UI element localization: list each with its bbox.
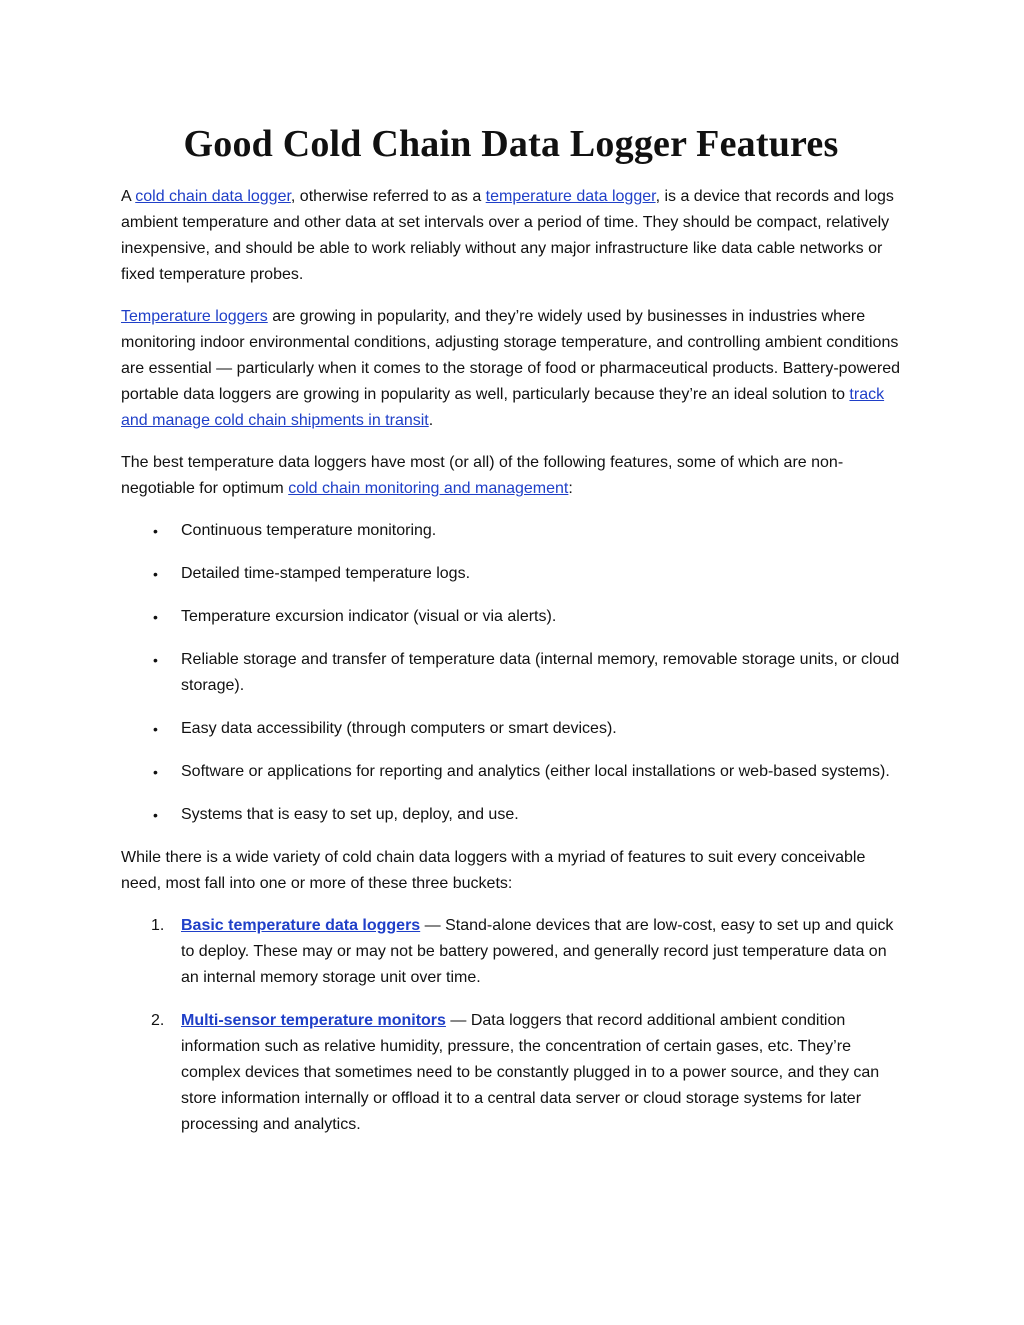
features-intro-text-2: : xyxy=(568,480,573,497)
bucket-item-multi-sensor xyxy=(121,1008,901,1138)
intro-paragraph xyxy=(121,184,901,288)
buckets-intro-paragraph: While there is a wide variety of cold chain data loggers with a myriad of features to suit every conceivable need, most fall into one or more of these three buckets: xyxy=(121,849,866,892)
document-page xyxy=(121,118,901,1155)
intro-text-3: , is a device that records and logs ambient temperature and other data at set intervals over a period of time. They should be compact, relatively inexpensive, and should be able to work reliably without any major infrastructure like data cable networks or fixed temperature probes. xyxy=(121,188,894,283)
list-item-text: Easy data accessibility (through computers or smart devices). xyxy=(181,720,617,737)
bucket-description: — Stand-alone devices that are low-cost, easy to set up and quick to deploy. These may or may not be battery powered, and generally record just temperature data on an internal memory storage unit over time. xyxy=(181,917,894,986)
list-item xyxy=(121,802,901,828)
list-item xyxy=(121,759,901,785)
popularity-paragraph xyxy=(121,304,901,434)
list-number: 1. xyxy=(151,917,165,934)
temperature-loggers-link[interactable]: Temperature loggers xyxy=(121,308,268,325)
list-item-text: Software or applications for reporting and analytics (either local installations or web-based systems). xyxy=(181,763,890,780)
bullet-icon: • xyxy=(153,609,158,625)
track-shipments-link[interactable]: track and manage cold chain shipments in transit xyxy=(121,386,885,429)
list-item xyxy=(121,518,901,544)
features-intro-paragraph xyxy=(121,450,901,502)
temperature-data-logger-link[interactable]: temperature data logger xyxy=(485,188,656,205)
popularity-text-1: are growing in popularity, and they’re widely used by businesses in industries where monitoring indoor environmental conditions, adjusting storage temperature, and controlling ambient conditions are essential — particularly when it comes to the storage of food or pharmaceutical products. Battery-powered portable data loggers are growing in popularity as well, particularly because they’re an ideal solution to xyxy=(121,308,901,403)
list-item xyxy=(121,561,901,587)
list-item xyxy=(121,716,901,742)
features-list xyxy=(121,518,901,828)
list-item xyxy=(121,604,901,630)
list-number: 2. xyxy=(151,1012,165,1029)
list-item xyxy=(121,647,901,699)
intro-text-2: , otherwise referred to as a xyxy=(290,188,486,205)
bucket-description: — Data loggers that record additional ambient condition information such as relative humidity, pressure, the concentration of certain gases, etc. They’re complex devices that sometimes need to be constantly plugged in to a power source, and they can store information internally or offload it to a central data server or cloud storage systems for later processing and analytics. xyxy=(181,1012,880,1133)
bucket-item-basic xyxy=(121,913,901,991)
cold-chain-data-logger-link[interactable]: cold chain data logger xyxy=(135,188,291,205)
bullet-icon: • xyxy=(153,652,158,668)
intro-text-1: A xyxy=(121,188,136,205)
page-title: Good Cold Chain Data Logger Features xyxy=(183,123,839,165)
bullet-icon: • xyxy=(153,566,158,582)
multi-sensor-monitors-link[interactable]: Multi-sensor temperature monitors xyxy=(181,1012,446,1029)
list-item-text: Reliable storage and transfer of temperature data (internal memory, removable storage units, or cloud storage). xyxy=(181,651,900,694)
list-item-text: Systems that is easy to set up, deploy, and use. xyxy=(181,806,519,823)
bullet-icon: • xyxy=(153,721,158,737)
basic-loggers-link[interactable]: Basic temperature data loggers xyxy=(181,917,421,934)
list-item-text: Continuous temperature monitoring. xyxy=(181,522,437,539)
popularity-text-2: . xyxy=(428,412,434,429)
cold-chain-monitoring-link[interactable]: cold chain monitoring and management xyxy=(288,480,569,497)
bullet-icon: • xyxy=(153,807,158,823)
features-intro-text-1: The best temperature data loggers have most (or all) of the following features, some of which are non-negotiable for optimum xyxy=(121,454,844,497)
list-item-text: Detailed time-stamped temperature logs. xyxy=(181,565,471,582)
list-item-text: Temperature excursion indicator (visual or via alerts). xyxy=(181,608,557,625)
bullet-icon: • xyxy=(153,523,158,539)
buckets-list xyxy=(121,913,901,1138)
bullet-icon: • xyxy=(153,764,158,780)
